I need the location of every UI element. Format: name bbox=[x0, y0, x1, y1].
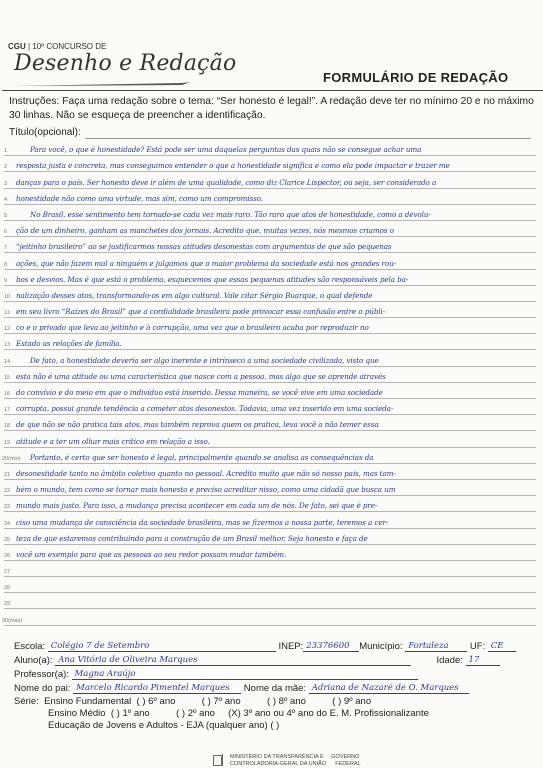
eja-option[interactable]: Educação de Jovens e Adultos - EJA (qualquer ano) ( ) bbox=[48, 720, 280, 731]
fundamental-label: Ensino Fundamental bbox=[44, 696, 132, 707]
pai-label: Nome do pai: bbox=[14, 683, 71, 694]
handwritten-text: danças para o país. Ser honesto deve ir além de uma qualidade, como diz Clarice Lispector, ou seja, ser considerado a bbox=[16, 177, 437, 187]
essay-line[interactable] bbox=[4, 431, 536, 447]
uf-field[interactable] bbox=[488, 640, 516, 652]
professor-field[interactable] bbox=[72, 668, 418, 680]
line-number: 9 bbox=[4, 277, 8, 284]
line-number: 28 bbox=[4, 585, 11, 592]
line-number: 1 bbox=[4, 148, 8, 155]
line-number: 30(max) bbox=[2, 617, 23, 624]
handwritten-text: desonestidade tanto no âmbito coletivo quanto no pessoal. Acredito muito que não só nosso país, mas tam- bbox=[16, 468, 396, 478]
government-footer bbox=[230, 754, 361, 768]
essay-line[interactable] bbox=[4, 545, 536, 561]
serie-medio-row bbox=[48, 708, 429, 719]
line-number: 10 bbox=[4, 293, 11, 300]
mae-value: Adriana de Nazaré de O. Marques bbox=[311, 683, 459, 693]
titulo-field[interactable] bbox=[85, 138, 531, 139]
handwritten-text: honestidade não como uma virtude, mas sim, como um compromisso. bbox=[16, 193, 263, 203]
inep-value: 23376600 bbox=[306, 641, 350, 651]
aluno-row bbox=[14, 654, 500, 666]
essay-line[interactable] bbox=[4, 318, 536, 334]
line-number: 20(min) bbox=[2, 455, 21, 462]
line-number: 2 bbox=[4, 164, 8, 171]
handwritten-text: bém o mundo, tem como se tornar mais honesto e preciso acreditar nisso, como uma cidadã que busca um bbox=[16, 485, 396, 495]
essay-line[interactable] bbox=[4, 350, 536, 366]
line-number: 25 bbox=[4, 536, 11, 543]
essay-line[interactable] bbox=[4, 367, 536, 383]
essay-line[interactable] bbox=[4, 253, 536, 269]
medio-options[interactable]: ( ) 1º ano ( ) 2º ano (X) 3º ano ou 4º ano do E. M. Profissionalizante bbox=[110, 708, 429, 719]
municipio-label: Município: bbox=[359, 641, 403, 652]
handwritten-text: atitude e a ter um olhar mais crítico em relação a isso. bbox=[16, 436, 210, 446]
gov-divider bbox=[222, 754, 223, 766]
handwritten-text: “jeitinho brasileiro” ao se justificarmos nossas atitudes desonestas com argumentos de que são pequenas bbox=[16, 242, 392, 252]
form-title: FORMULÁRIO DE REDAÇÃO bbox=[323, 70, 509, 85]
handwritten-text: No Brasil, esse sentimento tem tornado-se cada vez mais raro. Tão raro que atos de honestidade, como a devolu- bbox=[30, 209, 431, 219]
municipio-field[interactable] bbox=[405, 640, 467, 652]
essay-line[interactable] bbox=[4, 399, 536, 415]
header-divider bbox=[2, 90, 543, 91]
essay-line[interactable] bbox=[4, 221, 536, 237]
mae-field[interactable] bbox=[309, 682, 469, 694]
professor-row bbox=[14, 668, 418, 680]
handwritten-text: Para você, o que é honestidade? Está pode ser uma daquelas perguntas das quais não se consegue achar uma bbox=[30, 145, 422, 155]
handwritten-text: corrupta, possui grande tendência a cometer atos desonestos. Todavia, uma vez inserido em uma socieda- bbox=[16, 404, 394, 414]
medio-label: Ensino Médio bbox=[48, 708, 106, 719]
gov-line-1: MINISTÉRIO DA TRANSPARÊNCIA E GOVERNO bbox=[230, 754, 360, 760]
uf-label: UF: bbox=[469, 641, 486, 652]
handwritten-text: De fato, a honestidade deveria ser algo inerente e intrínseco a uma sociedade civilizada, visto que bbox=[30, 355, 379, 365]
line-number: 16 bbox=[4, 391, 11, 397]
line-number: 22 bbox=[4, 488, 11, 495]
line-number: 21 bbox=[4, 471, 11, 478]
essay-line[interactable] bbox=[4, 609, 536, 625]
line-number: 18 bbox=[4, 423, 11, 430]
essay-line[interactable] bbox=[4, 237, 536, 253]
line-number: 29 bbox=[4, 601, 11, 608]
escola-value: Colégio 7 de Setembro bbox=[50, 641, 150, 651]
handwritten-text: do convívio e do meio em que o indivíduo está inserido. Dessa maneira, se você vive em uma sociedade bbox=[16, 388, 383, 397]
inep-label: INEP: bbox=[278, 641, 304, 652]
essay-line[interactable] bbox=[4, 189, 536, 205]
aluno-label: Aluno(a): bbox=[14, 655, 53, 666]
line-number: 24 bbox=[4, 520, 11, 527]
line-number: 5 bbox=[4, 212, 8, 219]
line-number: 3 bbox=[4, 180, 8, 187]
handwritten-text: em seu livro “Raízes do Brasil” que a cordialidade brasileira pode provocar essa confusão entre o públi- bbox=[16, 307, 386, 317]
handwritten-text: ciso uma mudança de consciência da sociedade brasileira, mas se fizermos a nossa parte, teremos a cer- bbox=[16, 517, 389, 527]
essay-line[interactable] bbox=[4, 383, 536, 399]
fundamental-options[interactable]: ( ) 6º ano ( ) 7º ano ( ) 8º ano ( ) 9º ano bbox=[136, 696, 372, 707]
mae-label: Nome da mãe: bbox=[243, 683, 307, 694]
essay-line[interactable] bbox=[4, 415, 536, 431]
cgu-logo: CGU bbox=[8, 42, 26, 51]
essay-line[interactable] bbox=[4, 512, 536, 528]
essay-line[interactable] bbox=[4, 496, 536, 512]
municipio-value: Fortaleza bbox=[408, 641, 449, 651]
essay-line[interactable] bbox=[4, 480, 536, 496]
gov-line-2: CONTROLADORIA-GERAL DA UNIÃO FEDERAL bbox=[230, 761, 361, 767]
essay-line[interactable] bbox=[4, 334, 536, 350]
professor-value: Magna Araújo bbox=[74, 669, 136, 679]
inep-field[interactable] bbox=[303, 640, 359, 652]
handwritten-text: de que não se não pratica tais atos, mas também reprova quem os pratica, leva você a não temer essa bbox=[16, 420, 379, 430]
government-seal-icon bbox=[213, 755, 222, 766]
line-number: 17 bbox=[4, 407, 11, 414]
essay-line[interactable] bbox=[4, 448, 536, 464]
serie-label: Série: bbox=[14, 696, 39, 707]
line-number: 14 bbox=[4, 358, 11, 365]
handwritten-text: co e o privado que leva ao jeitinho e à corrupção, uma vez que o brasileiro acaba por reproduzir no bbox=[16, 323, 369, 333]
line-number: 15 bbox=[4, 374, 11, 381]
essay-line[interactable] bbox=[4, 561, 536, 577]
line-number: 7 bbox=[4, 245, 8, 252]
instructions-text: Instruções: Faça uma redação sobre o tema: “Ser honesto é legal!”. A redação deve ter no mínimo 20 e no máximo 30 linhas. Não se esqueça de preencher a identificação. bbox=[9, 96, 534, 121]
handwritten-text: esta não é uma atitude ou uma característica que nasce com a pessoa, mas algo que se aprende através bbox=[16, 371, 386, 381]
serie-fundamental-row bbox=[14, 696, 371, 707]
idade-label: Idade: bbox=[436, 655, 463, 666]
line-number: 13 bbox=[4, 342, 11, 349]
serie-eja-row bbox=[48, 720, 279, 731]
aluno-value: Ana Vitória de Oliveira Marques bbox=[58, 655, 198, 665]
line-number: 27 bbox=[4, 569, 11, 576]
pais-row bbox=[14, 682, 469, 694]
contest-number: 10º CONCURSO DE bbox=[32, 42, 107, 51]
handwritten-text: ção de um dinheiro, ganham as manchetes dos jornais. Acredito que, muitas vezes, nós mesmos criamos o bbox=[16, 226, 394, 236]
essay-line[interactable] bbox=[4, 577, 536, 593]
handwritten-text: Estado as relações de família. bbox=[16, 339, 122, 349]
line-number: 23 bbox=[4, 504, 11, 511]
handwritten-text: nalização desses atos, transformando-os em algo cultural. Vale citar Sérgio Buarque, o qual defende bbox=[16, 290, 373, 300]
essay-lines bbox=[4, 140, 536, 626]
essay-line[interactable] bbox=[4, 302, 536, 318]
escola-label: Escola: bbox=[14, 641, 46, 652]
escola-field[interactable] bbox=[48, 640, 276, 652]
handwritten-text: ações, que não fazem mal a ninguém e julgamos que o maior problema da sociedade está nos grandes rou- bbox=[16, 258, 396, 268]
essay-line[interactable] bbox=[4, 593, 536, 609]
professor-label: Professor(a): bbox=[14, 669, 69, 680]
essay-line[interactable] bbox=[4, 529, 536, 545]
handwritten-text: resposta justa e concreta, mas conseguimos entender o que a honestidade significa e como ela pode impactar e trazer me bbox=[16, 161, 450, 171]
handwritten-text: mundo mais justo. Para isso, a mudança precisa acontecer em cada um de nós. De fato, sei que é pre- bbox=[16, 501, 378, 511]
handwritten-text: bos e desvios. Mas é que está o problema, esquecemos que essas pequenas atitudes são responsáveis pela ba- bbox=[16, 274, 409, 284]
pai-value: Marcelo Ricardo Pimentel Marques bbox=[76, 683, 230, 693]
line-number: 6 bbox=[4, 229, 8, 236]
essay-line[interactable] bbox=[4, 464, 536, 480]
handwritten-text: Portanto, é certo que ser honesto é legal, principalmente quando se analisa as consequências da bbox=[30, 452, 374, 462]
essay-line[interactable] bbox=[4, 205, 536, 221]
line-number: 11 bbox=[4, 310, 10, 317]
line-number: 4 bbox=[4, 196, 8, 203]
pai-field[interactable] bbox=[73, 682, 241, 694]
idade-value: 17 bbox=[468, 655, 480, 665]
line-number: 26 bbox=[4, 552, 11, 559]
titulo-label: Título(opcional): bbox=[9, 127, 81, 138]
handwritten-text: você um exemplo para que as pessoas ao seu redor possam mudar também. bbox=[16, 549, 287, 559]
line-number: 12 bbox=[4, 326, 11, 333]
contest-label: CGU | 10º CONCURSO DE bbox=[8, 42, 107, 51]
handwritten-text: teza de que estaremos contribuindo para a construção de um Brasil melhor. Seja honesto e faça de bbox=[16, 533, 368, 543]
contest-title: Desenho e Redação bbox=[14, 51, 237, 76]
essay-line[interactable] bbox=[4, 172, 536, 188]
aluno-field[interactable] bbox=[55, 654, 411, 666]
escola-row bbox=[14, 640, 516, 652]
line-number: 19 bbox=[4, 439, 11, 446]
pen-icon bbox=[12, 80, 192, 88]
essay-line[interactable] bbox=[4, 140, 536, 156]
uf-value: CE bbox=[490, 641, 504, 651]
idade-field[interactable] bbox=[466, 654, 500, 666]
line-number: 8 bbox=[4, 261, 8, 268]
essay-line[interactable] bbox=[4, 270, 536, 286]
essay-line[interactable] bbox=[4, 286, 536, 302]
essay-line[interactable] bbox=[4, 156, 536, 172]
